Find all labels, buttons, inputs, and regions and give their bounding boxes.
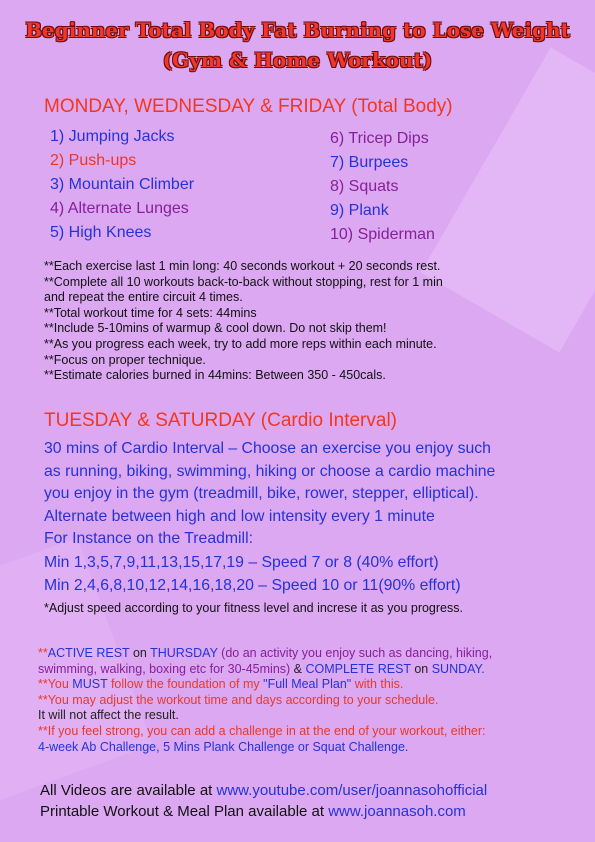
- exercise-item: 6) Tricep Dips: [330, 130, 429, 147]
- exercise-item: 10) Spiderman: [330, 226, 435, 243]
- section-heading-total-body: MONDAY, WEDNESDAY & FRIDAY (Total Body): [44, 96, 453, 117]
- section-heading-cardio: TUESDAY & SATURDAY (Cardio Interval): [44, 410, 398, 431]
- youtube-link[interactable]: www.youtube.com/user/joannasohofficial: [216, 782, 488, 799]
- cardio-line: Alternate between high and low intensity every 1 minute: [44, 507, 435, 525]
- footer: [40, 780, 580, 822]
- website-link[interactable]: www.joannasoh.com: [328, 803, 466, 820]
- interval-low-line: Min 1,3,5,7,9,11,13,15,17,19 – Speed 7 or 8 (40% effort): [44, 553, 439, 571]
- note-challenge-list: 4-week Ab Challenge, 5 Mins Plank Challenge or Squat Challenge.: [38, 739, 409, 754]
- note-active-rest: **ACTIVE REST on THURSDAY (do an activity you enjoy such as dancing, hiking,: [38, 646, 493, 660]
- cardio-line: 30 mins of Cardio Interval – Choose an exercise you enjoy such: [44, 440, 491, 457]
- additional-notes: [38, 646, 578, 755]
- page-subtitle: (Gym & Home Workout): [162, 48, 433, 72]
- exercise-item: 5) High Knees: [50, 224, 152, 241]
- note-line: **Total workout time for 4 sets: 44mins: [44, 305, 257, 320]
- note-result: It will not affect the result.: [38, 708, 179, 723]
- note-line: **Include 5-10mins of warmup & cool down. Do not skip them!: [44, 321, 387, 336]
- adjust-speed-note: *Adjust speed according to your fitness level and increse it as you progress.: [44, 600, 463, 615]
- exercise-item: 1) Jumping Jacks: [50, 128, 175, 145]
- videos-line: All Videos are available at www.youtube.com/user/joannasohofficial: [40, 782, 488, 799]
- note-line: **Focus on proper technique.: [44, 352, 206, 367]
- page-title: Beginner Total Body Fat Burning to Lose Weight: [25, 18, 570, 42]
- exercise-item: 4) Alternate Lunges: [50, 200, 189, 217]
- exercise-item: 8) Squats: [330, 178, 399, 195]
- note-line: **Complete all 10 workouts back-to-back without stopping, rest for 1 min: [44, 274, 443, 289]
- note-adjust-schedule: **You may adjust the workout time and days according to your schedule.: [38, 692, 439, 707]
- note-complete-rest: swimming, walking, boxing etc for 30-45mins) & COMPLETE REST on SUNDAY.: [38, 661, 485, 676]
- interval-high-line: Min 2,4,6,8,10,12,14,16,18,20 – Speed 10 or 11(90% effort): [44, 576, 461, 594]
- note-line: **Estimate calories burned in 44mins: Between 350 - 450cals.: [44, 368, 386, 383]
- printable-line: Printable Workout & Meal Plan available at www.joannasoh.com: [40, 803, 466, 820]
- cardio-line: as running, biking, swimming, hiking or choose a cardio machine: [44, 462, 496, 480]
- exercise-item: 9) Plank: [330, 202, 389, 219]
- cardio-line: For Instance on the Treadmill:: [44, 530, 253, 548]
- note-meal-plan: **You MUST follow the foundation of my "Full Meal Plan" with this.: [38, 677, 404, 692]
- note-challenge: **If you feel strong, you can add a challenge in at the end of your workout, either:: [38, 723, 486, 738]
- exercise-item: 3) Mountain Climber: [50, 176, 195, 193]
- exercise-item: 7) Burpees: [330, 154, 409, 171]
- cardio-line: you enjoy in the gym (treadmill, bike, rower, stepper, elliptical).: [44, 485, 479, 503]
- note-line: **Each exercise last 1 min long: 40 seconds workout + 20 seconds rest.: [44, 259, 441, 273]
- exercise-item: 2) Push-ups: [50, 152, 137, 169]
- workout-notes: [44, 259, 564, 384]
- cardio-description: [44, 438, 574, 616]
- note-line: and repeat the entire circuit 4 times.: [44, 290, 243, 305]
- note-line: **As you progress each week, try to add more reps within each minute.: [44, 336, 437, 351]
